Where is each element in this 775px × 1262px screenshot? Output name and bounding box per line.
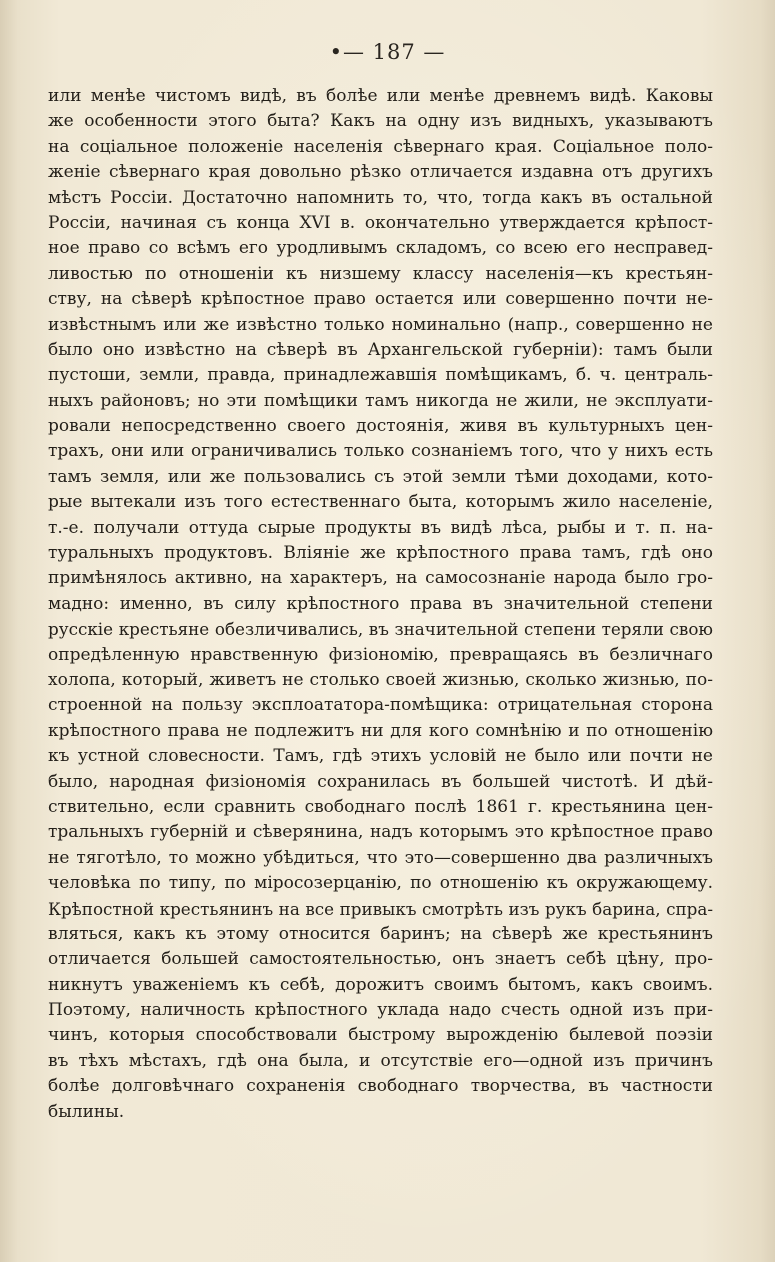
text-line: т.-е. получали оттуда сырые продукты въ видѣ лѣса, рыбы и т. п. на- [48, 517, 713, 538]
text-line: Россіи, начиная съ конца XVI в. окончательно утверждается крѣпост- [48, 212, 713, 233]
text-line: мадно: именно, въ силу крѣпостного права въ значительной степени [48, 593, 713, 614]
text-line: человѣка по типу, по міросозерцанію, по отношенію къ окружающему. [48, 873, 713, 894]
text-line: ливостью по отношеніи къ низшему классу населенія—къ крестьян- [48, 263, 713, 284]
text-line: рые вытекали изъ того естественнаго быта, которымъ жило населеніе, [48, 492, 713, 513]
text-line: было оно извѣстно на сѣверѣ въ Архангельской губерніи): тамъ были [48, 339, 713, 360]
text-line: тральныхъ губерній и сѣверянина, надъ которымъ это крѣпостное право [48, 822, 713, 843]
text-line: русскіе крестьяне обезличивались, въ значительной степени теряли свою [48, 619, 713, 640]
text-line: ныхъ районовъ; но эти помѣщики тамъ никогда не жили, не эксплуати- [48, 390, 713, 411]
text-line: трахъ, они или ограничивались только сознаніемъ того, что у нихъ есть [48, 441, 713, 462]
text-line: мѣстъ Россіи. Достаточно напомнить то, что, тогда какъ въ остальной [48, 187, 713, 208]
text-line: было, народная физіономія сохранилась въ большей чистотѣ. И дѣй- [48, 771, 713, 792]
text-line: не тяготѣло, то можно убѣдиться, что это—совершенно два различныхъ [48, 847, 713, 868]
text-line: женіе сѣвернаго края довольно рѣзко отличается издавна отъ другихъ [48, 162, 713, 183]
text-line: отличается большей самостоятельностью, онъ знаетъ себѣ цѣну, про- [48, 949, 713, 970]
text-line: же особенности этого быта? Какъ на одну изъ видныхъ, указываютъ [48, 111, 713, 132]
text-line: чинъ, которыя способствовали быстрому вырожденію былевой поэзіи [48, 1025, 713, 1046]
text-line: крѣпостного права не подлежитъ ни для кого сомнѣнію и по отношенію [48, 720, 713, 741]
text-line: извѣстнымъ или же извѣстно только номинально (напр., совершенно не [48, 314, 713, 335]
text-line: ству, на сѣверѣ крѣпостное право остается или совершенно почти не- [48, 289, 713, 310]
text-line: ное право со всѣмъ его уродливымъ складомъ, со всею его несправед- [48, 238, 713, 259]
text-line: Поэтому, наличность крѣпостного уклада надо счесть одной изъ при- [48, 1000, 713, 1021]
text-line: тамъ земля, или же пользовались съ этой земли тѣми доходами, кото- [48, 466, 713, 487]
text-line: строенной на пользу эксплоататора-помѣщика: отрицательная сторона [48, 695, 713, 716]
text-line: опредѣленную нравственную физіономію, превращаясь въ безличнаго [48, 644, 713, 665]
text-line: туральныхъ продуктовъ. Вліяніе же крѣпостного права тамъ, гдѣ оно [48, 543, 713, 564]
text-line: ствительно, если сравнить свободнаго послѣ 1861 г. крестьянина цен- [48, 796, 713, 817]
text-line: пустоши, земли, правда, принадлежавшія помѣщикамъ, б. ч. централь- [48, 365, 713, 386]
page-number: •— 187 — [329, 40, 446, 64]
text-line: никнутъ уваженіемъ къ себѣ, дорожитъ своимъ бытомъ, какъ своимъ. [48, 974, 713, 995]
text-line: къ устной словесности. Тамъ, гдѣ этихъ условій не было или почти не [48, 746, 713, 767]
text-line: примѣнялось активно, на характеръ, на самосознаніе народа было гро- [48, 568, 713, 589]
text-line: холопа, который, живетъ не столько своей жизнью, сколько жизнью, по- [48, 669, 713, 690]
text-line: вляться, какъ къ этому относится баринъ; на сѣверѣ же крестьянинъ [48, 923, 713, 944]
text-line: болѣе долговѣчнаго сохраненія свободнаго творчества, въ частности [48, 1076, 713, 1097]
text-line: на соціальное положеніе населенія сѣвернаго края. Соціальное поло- [48, 136, 713, 157]
text-line: Крѣпостной крестьянинъ на все привыкъ смотрѣть изъ рукъ барина, спра- [48, 898, 713, 919]
text-line: или менѣе чистомъ видѣ, въ болѣе или менѣе древнемъ видѣ. Каковы [48, 86, 713, 106]
text-line: въ тѣхъ мѣстахъ, гдѣ она была, и отсутствіе его—одной изъ причинъ [48, 1050, 713, 1071]
text-line: ровали непосредственно своего достоянія, живя въ культурныхъ цен- [48, 416, 713, 437]
text-line: былины. [48, 1101, 125, 1122]
body-text [48, 84, 713, 1125]
